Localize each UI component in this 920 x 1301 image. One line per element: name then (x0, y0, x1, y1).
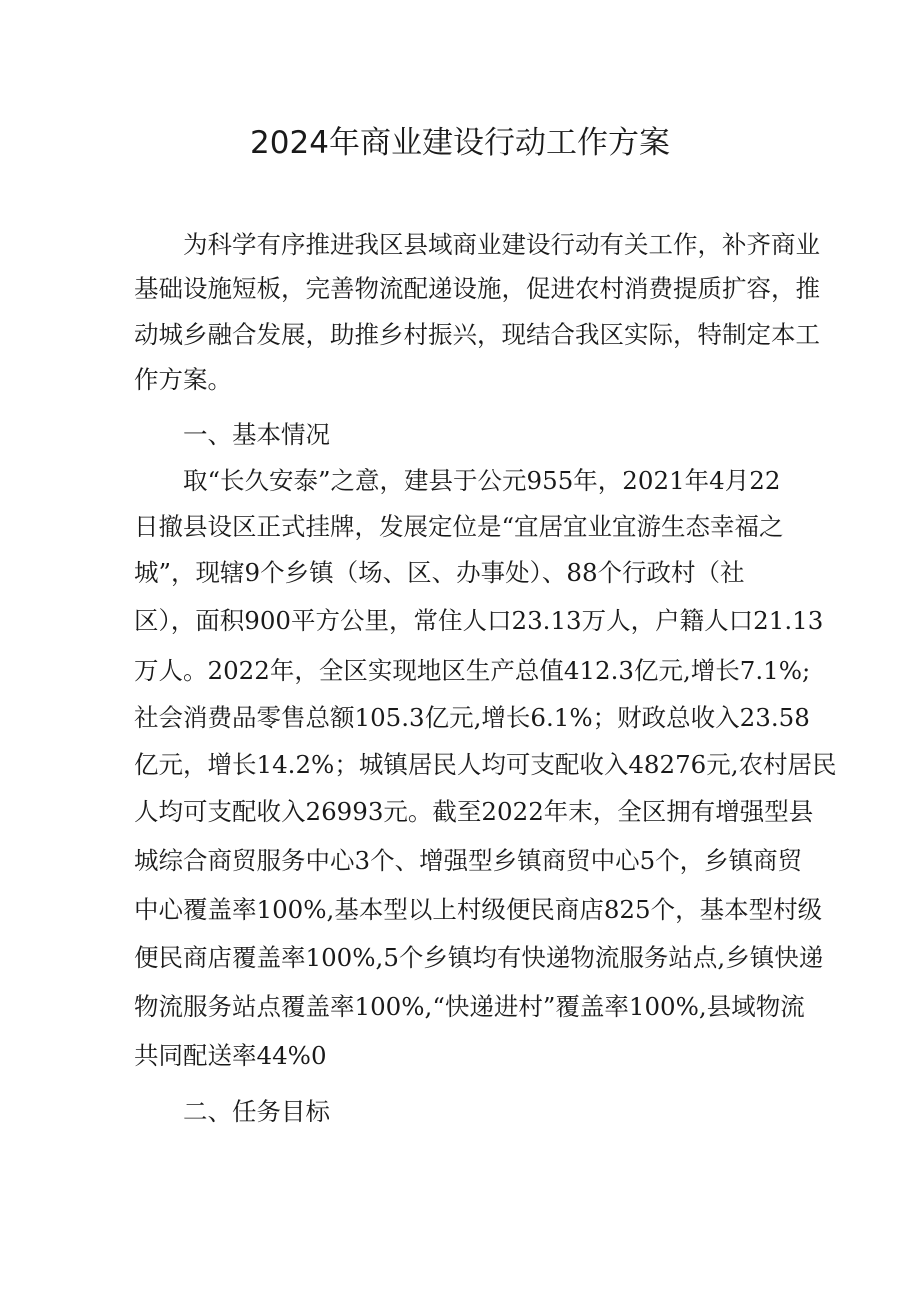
document-title: 2024年商业建设行动工作方案 (250, 125, 670, 161)
section-heading: 二、任务目标 (183, 1097, 330, 1126)
paragraph-line: 社会消费品零售总额105.3亿元,增长6.1%；财政总收入23.58 (134, 703, 810, 732)
paragraph-line: 便民商店覆盖率100%,5个乡镇均有快递物流服务站点,乡镇快递 (134, 943, 824, 972)
paragraph-line: 万人。2022年，全区实现地区生产总值412.3亿元,增长7.1%; (134, 656, 811, 685)
paragraph-line: 共同配送率44%0 (134, 1041, 327, 1070)
paragraph-line: 作方案。 (134, 365, 232, 394)
paragraph-line: 动城乡融合发展，助推乡村振兴，现结合我区实际，特制定本工 (134, 320, 820, 349)
paragraph-line: 取“长久安泰”之意，建县于公元955年，2021年4月22 (183, 466, 781, 495)
paragraph-line: 日撤县设区正式挂牌，发展定位是“宜居宜业宜游生态幸福之 (134, 512, 784, 541)
paragraph-line: 中心覆盖率100%,基本型以上村级便民商店825个，基本型村级 (134, 895, 823, 924)
paragraph-line: 城”，现辖9个乡镇（场、区、办事处）、88个行政村（社 (134, 558, 745, 587)
paragraph-line: 区），面积900平方公里，常住人口23.13万人，户籍人口21.13 (134, 606, 824, 635)
paragraph-line: 为科学有序推进我区县域商业建设行动有关工作，补齐商业 (183, 230, 820, 259)
paragraph-line: 亿元，增长14.2%；城镇居民人均可支配收入48276元,农村居民 (134, 750, 837, 779)
section-heading: 一、基本情况 (183, 420, 330, 449)
paragraph-line: 基础设施短板，完善物流配递设施，促进农村消费提质扩容，推 (134, 274, 820, 303)
paragraph-line: 人均可支配收入26993元。截至2022年末，全区拥有增强型县 (134, 797, 814, 826)
paragraph-line: 物流服务站点覆盖率100%,“快递进村”覆盖率100%,县域物流 (134, 992, 805, 1021)
paragraph-line: 城综合商贸服务中心3个、增强型乡镇商贸中心5个，乡镇商贸 (134, 846, 803, 875)
